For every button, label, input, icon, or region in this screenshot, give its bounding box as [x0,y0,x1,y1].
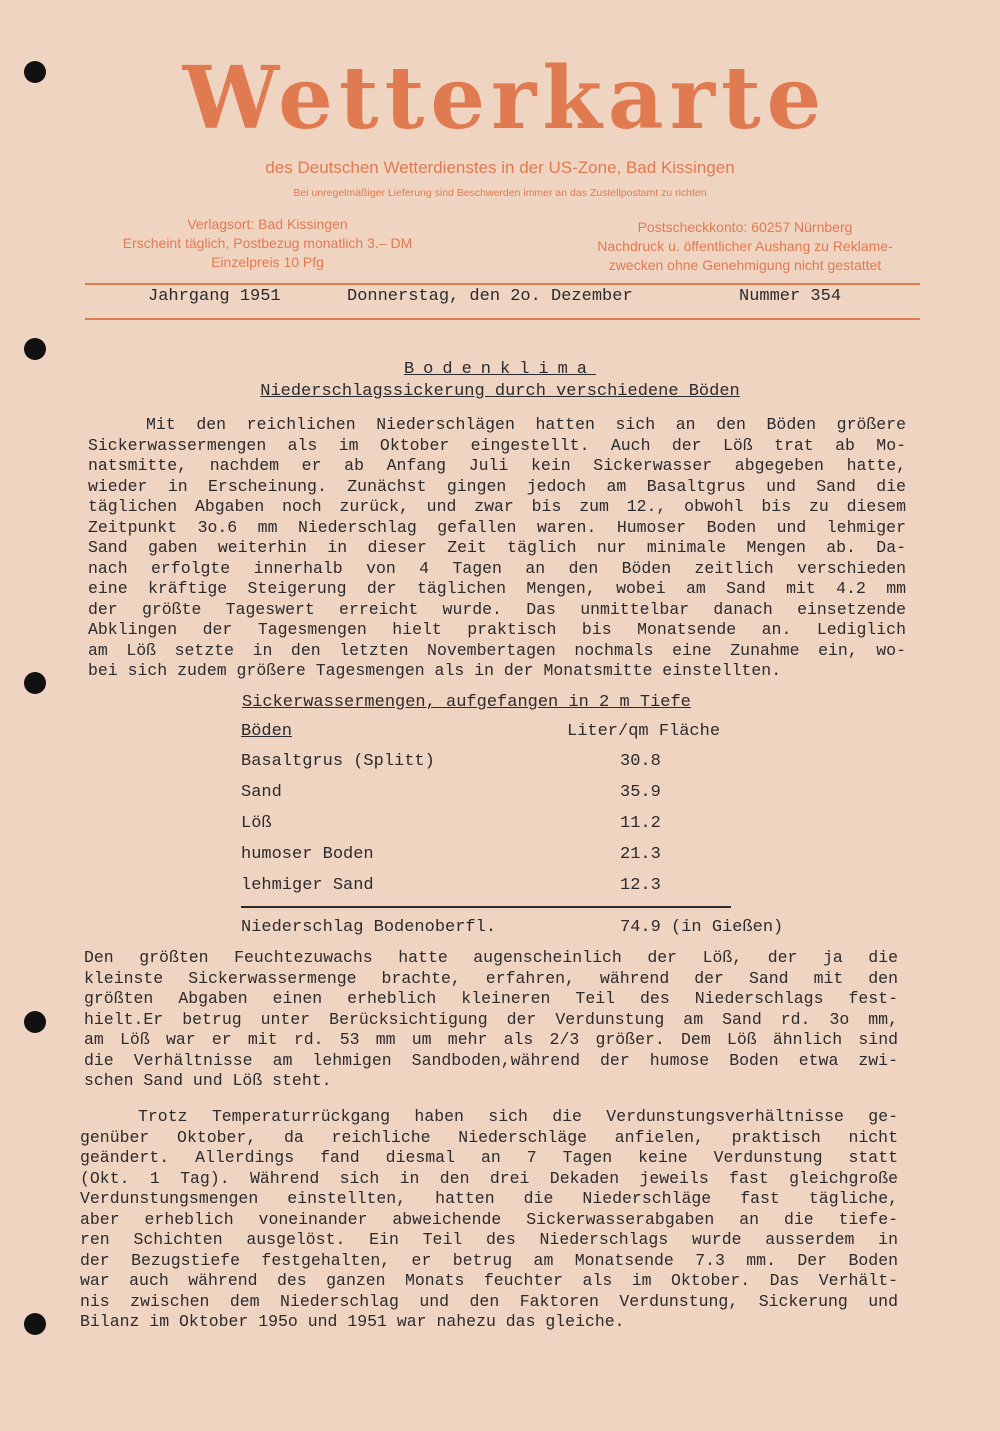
masthead-title: Wetterkarte [182,48,828,149]
text-line: Abklingen der Tagesmengen hielt praktisch bis Monatsende an. Lediglich [88,620,906,639]
table-row [0,876,1000,907]
text-line: am Löß war er mit rd. 53 mm um mehr als 2/3 größer. Dem Löß ähnlich sind [84,1030,898,1049]
soil-name: lehmiger Sand [241,876,374,895]
soil-value: 35.9 [620,783,661,802]
total-value: 74.9 (in Gießen) [620,918,784,937]
text-line: Trotz Temperaturrückgang haben sich die Verdunstungsverhältnisse ge- [138,1107,898,1126]
text-line: ren Schichten ausgelöst. Ein Teil des Niederschlags wurde ausserdem in [80,1230,898,1249]
text-line: die Verhältnisse am lehmigen Sandboden,während der humose Boden etwa zwi- [84,1050,898,1070]
soil-value: 11.2 [620,814,661,833]
issue-date: Donnerstag, den 2o. Dezember [347,287,633,306]
text-line: Bilanz im Oktober 195o und 1951 war nahezu das gleiche. [80,1312,625,1331]
text-line: wieder in Erscheinung. Zunächst gingen jedoch am Basaltgrus und Sand die [88,476,906,496]
text-line: größten Abgaben einen erheblich kleineren Teil des Niederschlags fest- [84,989,898,1008]
text-line: (Okt. 1 Tag). Während sich in den drei Dekaden jeweils fast gleichgroße [80,1168,898,1188]
paragraph-3 [80,1107,898,1333]
soil-name: Sand [241,783,282,802]
table-header-value: Liter/qm Fläche [567,722,721,741]
table-header-soil: Böden [241,722,293,741]
text-line: kleinste Sickerwassermenge brachte, erfahren, während der Sand mit den [84,968,898,988]
text-line: Den größten Feuchtezuwachs hatte augenscheinlich der Löß, der ja die [84,948,898,967]
issue-number: Nummer 354 [739,287,842,306]
soil-name: Basaltgrus (Splitt) [241,752,435,771]
punch-hole [24,338,46,360]
legal-line: Nachdruck u. öffentlicher Aushang zu Reklame- [597,238,893,254]
soil-value: 30.8 [620,752,661,771]
text-line: schen Sand und Löß steht. [84,1071,332,1090]
masthead-subtitle: des Deutschen Wetterdienstes in der US-Zone, Bad Kissingen [265,158,735,177]
punch-hole [24,61,46,83]
text-line: natsmitte, nachdem er ab Anfang Juli kein Sickerwasser abgegeben hatte, [88,456,906,475]
text-line: Sickerwassermengen als im Oktober eingestellt. Auch der Löß trat ab Mo- [88,435,906,455]
text-line: hielt.Er betrug unter Berücksichtigung der Verdunstung am Sand rd. 3o mm, [84,1009,898,1029]
total-label: Niederschlag Bodenoberfl. [241,918,497,937]
text-line: eine kräftige Steigerung der täglichen Mengen, wobei am Sand mit 4.2 mm [88,579,906,598]
text-line: Verdunstungsmengen einstellten, hatten die Niederschläge fast tägliche, [80,1189,898,1208]
legal-line: zwecken ohne Genehmigung nicht gestattet [608,257,882,273]
text-line: aber erheblich voneinander abweichende Sickerwasserabgaben an die tiefe- [80,1209,898,1229]
soil-value: 12.3 [620,876,661,895]
text-line: am Löß setzte in den letzten Novembertagen nochmals eine Zunahme ein, wo- [88,640,906,660]
punch-hole [24,1313,46,1335]
text-line: der größte Tageswert erreicht wurde. Das unmittelbar danach einsetzende [88,599,906,619]
volume-year: Jahrgang 1951 [148,287,281,306]
text-line: nis zwischen dem Niederschlag und den Faktoren Verdunstung, Sickerung und [80,1291,898,1311]
legal-info [575,218,915,275]
article-title: Bodenklima [403,360,597,379]
header-rule-bottom [85,318,920,320]
text-line: bei sich zudem größere Tagesmengen als in der Monatsmitte einstellten. [88,661,782,680]
text-line: nach erfolgte innerhalb von 4 Tagen an den Böden zeitlich verschieden [88,558,906,578]
publisher-line: Erscheint täglich, Postbezug monatlich 3.– DM [122,235,413,251]
article-subtitle: Niederschlagssickerung durch verschiedene Böden [260,382,740,401]
soil-value: 21.3 [620,845,661,864]
text-line: Sand gaben weiterhin in dieser Zeit täglich nur minimale Mengen ab. Da- [88,538,906,557]
text-line: der Bezugstiefe festgehalten, er betrug am Monatsende 7.3 mm. Der Boden [80,1250,898,1270]
paragraph-2 [84,948,898,1092]
table-sum-rule [241,906,731,908]
text-line: geändert. Allerdings fand diesmal an 7 Tagen keine Verdunstung statt [80,1148,898,1167]
complaint-notice: Bei unregelmäßiger Lieferung sind Beschwerden immer an das Zustellpostamt zu richten [293,187,707,199]
table-row [0,752,1000,783]
punch-hole [24,1011,46,1033]
text-line: Zeitpunkt 3o.6 mm Niederschlag gefallen waren. Humoser Boden und lehmiger [88,517,906,537]
publisher-line: Verlagsort: Bad Kissingen [187,216,348,232]
text-line: genüber Oktober, da reichliche Niederschläge anfielen, praktisch nicht [80,1127,898,1147]
legal-line: Postscheckkonto: 60257 Nürnberg [637,219,853,235]
text-line: Mit den reichlichen Niederschlägen hatten sich an den Böden größere [146,415,906,434]
text-line: täglichen Abgaben noch zurück, und zwar bis zum 12., obwohl bis zu diesem [88,497,906,516]
publisher-line: Einzelpreis 10 Pfg [211,254,324,270]
text-line: war auch während des ganzen Monats feuchter als im Oktober. Das Verhält- [80,1271,898,1290]
table-title: Sickerwassermengen, aufgefangen in 2 m Tiefe [242,693,691,712]
table-row [0,783,1000,814]
soil-name: Löß [241,814,272,833]
soil-name: humoser Boden [241,845,374,864]
header-rule-top [85,283,920,285]
table-row [0,845,1000,876]
punch-hole [24,672,46,694]
table-row [0,814,1000,845]
paragraph-1 [88,415,906,682]
publisher-info [95,215,440,272]
